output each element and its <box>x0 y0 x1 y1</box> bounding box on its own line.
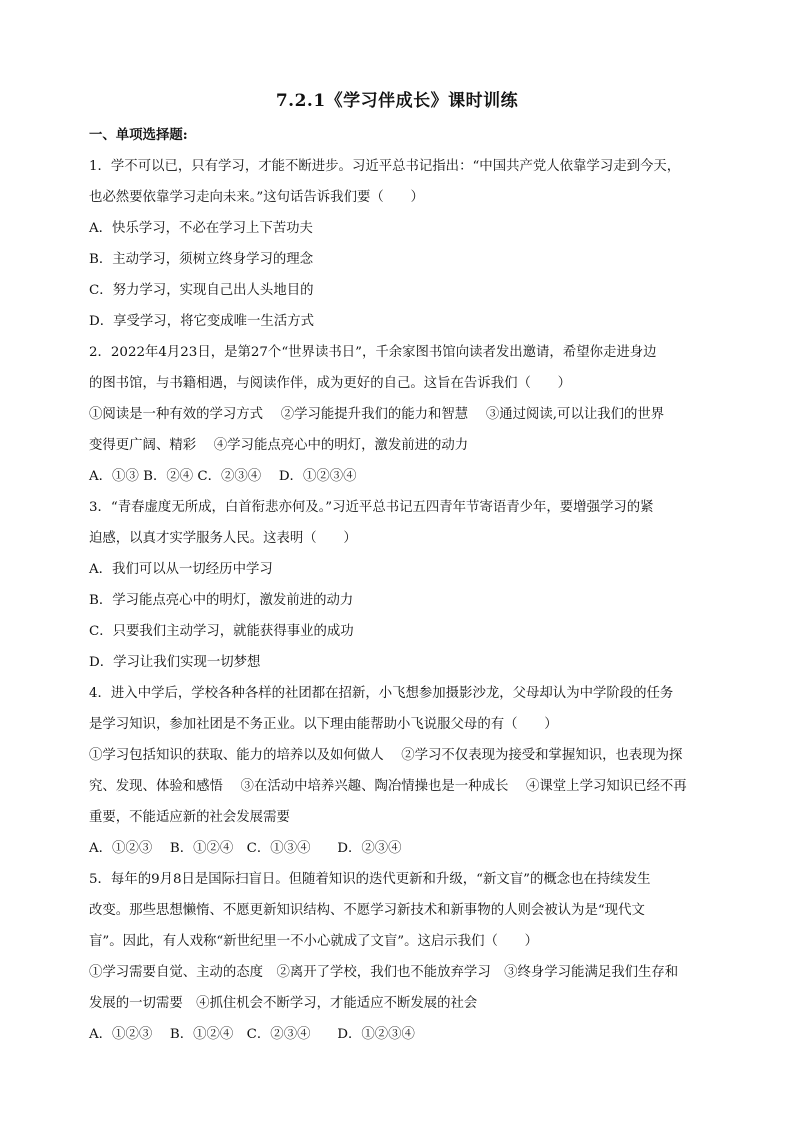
answer-choices: A．①③ B．②④ C．②③④ D．①②③④ <box>89 469 357 484</box>
question-stem <box>89 678 707 740</box>
stem-line: 迫感，以真才实学服务人民。这表明（ ） <box>89 531 357 546</box>
stem-line: 的图书馆，与书籍相遇，与阅读作伴，成为更好的自己。这旨在告诉我们（ ） <box>89 376 572 391</box>
question-5 <box>89 864 707 1050</box>
stem-line: 3．“青春虚度无所成，白首衔悲亦何及。”习近平总书记五四青年节寄语青少年，要增强学习的紧 <box>89 500 654 515</box>
statement-line: 究、发现、体验和感悟 ③在活动中培养兴趣、陶冶情操也是一种成长 ④课堂上学习知识已经不再 <box>89 779 687 794</box>
option-b: B．主动学习，须树立终身学习的理念 <box>89 252 314 267</box>
question-stem <box>89 864 707 957</box>
statement-line: 变得更广阔、精彩 ④学习能点亮心中的明灯，激发前进的动力 <box>89 438 469 453</box>
section-heading: 一、单项选择题: <box>89 127 188 143</box>
stem-line: 改变。那些思想懒惰、不愿更新知识结构、不愿学习新技术和新事物的人则会被认为是“现代文 <box>89 903 645 918</box>
stem-line: 盲”。因此，有人戏称“新世纪里一不小心就成了文盲”。这启示我们（ ） <box>89 934 539 949</box>
question-stem <box>89 151 707 213</box>
statement-list <box>89 399 707 461</box>
statement-list <box>89 957 707 1019</box>
option-a: A．快乐学习，不必在学习上下苦功夫 <box>89 221 313 236</box>
stem-line: 是学习知识，参加社团是不务正业。以下理由能帮助小飞说服父母的有（ ） <box>89 717 558 732</box>
statement-list <box>89 740 707 833</box>
question-3 <box>89 492 707 678</box>
stem-line: 4．进入中学后，学校各种各样的社团都在招新，小飞想参加摄影沙龙，父母却认为中学阶段的任务 <box>89 686 674 701</box>
option-a: A．我们可以从一切经历中学习 <box>89 562 273 577</box>
option-d: D．享受学习，将它变成唯一生活方式 <box>89 314 314 329</box>
document-body <box>89 120 707 1050</box>
statement-line: 发展的一切需要 ④抓住机会不断学习，才能适应不断发展的社会 <box>89 996 478 1011</box>
stem-line: 1．学不可以已，只有学习，才能不断进步。习近平总书记指出：“中国共产党人依靠学习走到今天， <box>89 159 681 174</box>
stem-line: 也必然要依靠学习走向未来。”这句话告诉我们要（ ） <box>89 190 424 205</box>
answer-choices: A．①②③ B．①②④ C．①③④ D．②③④ <box>89 841 402 856</box>
stem-line: 2．2022年4月23日，是第27个“世界读书日”，千余家图书馆向读者发出邀请，希望你走进身边 <box>89 345 657 360</box>
statement-line: ①学习包括知识的获取、能力的培养以及如何做人 ②学习不仅表现为接受和掌握知识，也表现为探 <box>89 748 683 763</box>
statement-line: ①学习需要自觉、主动的态度 ②离开了学校，我们也不能放弃学习 ③终身学习能满足我们生存和 <box>89 965 679 980</box>
question-4 <box>89 678 707 864</box>
option-b: B．学习能点亮心中的明灯，激发前进的动力 <box>89 593 354 608</box>
question-1 <box>89 151 707 337</box>
stem-line: 5．每年的9月8日是国际扫盲日。但随着知识的迭代更新和升级，“新文盲”的概念也在持续发生 <box>89 872 651 887</box>
option-c: C．只要我们主动学习，就能获得事业的成功 <box>89 624 354 639</box>
question-stem <box>89 492 707 554</box>
statement-line: 重要，不能适应新的社会发展需要 <box>89 810 290 825</box>
answer-choices: A．①②③ B．①②④ C．②③④ D．①②③④ <box>89 1027 415 1042</box>
question-2 <box>89 337 707 492</box>
document-title: 7.2.1《学习伴成长》课时训练 <box>275 91 519 111</box>
statement-line: ①阅读是一种有效的学习方式 ②学习能提升我们的能力和智慧 ③通过阅读,可以让我们的世界 <box>89 407 665 422</box>
question-stem <box>89 337 707 399</box>
option-d: D．学习让我们实现一切梦想 <box>89 655 261 670</box>
option-c: C．努力学习，实现自己出人头地目的 <box>89 283 314 298</box>
